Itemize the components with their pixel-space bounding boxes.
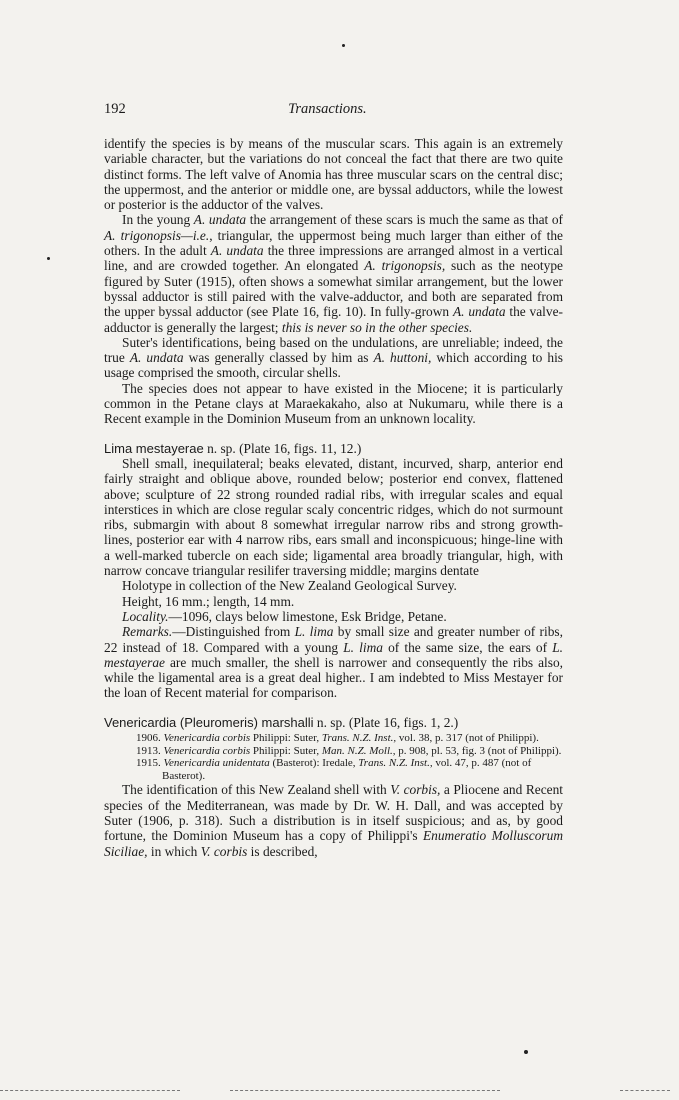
- page-edge-mark: [620, 1090, 670, 1092]
- lima-locality: Locality.—1096, clays below limestone, Esk Bridge, Petane.: [122, 608, 447, 624]
- lima-dimensions: Height, 16 mm.; length, 14 mm.: [122, 593, 295, 609]
- page-edge-mark: [0, 1090, 180, 1092]
- paragraph-distribution: The species does not appear to have existed in the Miocene; it is particularly common in the Petane clays at Maraekakaho, also at Nukumaru, while there is a Recent example in the Dominion Museum from an unknown locality.: [104, 380, 563, 427]
- page-header: [104, 102, 563, 122]
- synonymy-entry: 1913. Venericardia corbis Philippi: Suter, Man. N.Z. Moll., p. 908, pl. 53, fig. 3 (not of Philippi).: [136, 744, 562, 757]
- scan-speck: [342, 44, 345, 47]
- species-heading-lima: Lima mestayerae n. sp. (Plate 16, figs. 11, 12.): [104, 440, 362, 456]
- lima-mestayerae-section: [104, 441, 563, 701]
- synonymy-entry: 1906. Venericardia corbis Philippi: Suter, Trans. N.Z. Inst., vol. 38, p. 317 (not of Philippi).: [136, 731, 539, 744]
- scan-speck: [47, 257, 50, 260]
- lima-remarks: Remarks.—Distinguished from L. lima by small size and greater number of ribs, 22 instead of 18. Compared with a young L. lima of the same size, the ears of L. mestayerae are much smaller, the shell is narrower and consequently the ribs also, while the ligamental area is a great deal higher.. I am indebted to Miss Mestayer for the loan of Recent material for comparison.: [104, 624, 564, 701]
- lima-description: Shell small, inequilateral; beaks elevated, distant, incurved, sharp, anterior end fairly straight and oblique above, rounded below; posterior end convex, flattened above; sculpture of 22 strong rounded radial ribs, with irregular scales and equal interstices in which are close regular scaly concentric ridges, which do not surmount ribs, submargin with about 8 somewhat irregular narrow ribs and strong growth-lines, posterior ear with 4 narrow ribs, ears small and inconspicuous; hinge-line with a well-marked tubercle on each side; ligamental area broadly triangular, high, with narrow concave triangular resilifer traversing middle; margins dentate: [104, 455, 563, 579]
- scan-speck: [524, 1050, 528, 1054]
- page-number: 192: [104, 101, 126, 117]
- page-edge-mark: [230, 1090, 500, 1092]
- species-heading-venericardia: Venericardia (Pleuromeris) marshalli n. sp. (Plate 16, figs. 1, 2.): [104, 714, 459, 730]
- lima-holotype: Holotype in collection of the New Zealand Geological Survey.: [122, 578, 457, 594]
- running-title: Transactions.: [288, 101, 367, 117]
- synonymy-list: [104, 732, 563, 782]
- venericardia-discussion: The identification of this New Zealand shell with V. corbis, a Pliocene and Recent species of the Mediterranean, was made by Dr. W. H. Dall, and was accepted by Suter (1906, p. 318). Such a distribution is in itself suspicious; and as, by good fortune, the Dominion Museum has a copy of Philippi's Enumeratio Molluscorum Siciliae, in which V. corbis is described,: [104, 782, 563, 859]
- venericardia-section: [104, 715, 563, 859]
- paragraph-muscular-scars: identify the species is by means of the muscular scars. This again is an extremely variable character, but the variations do not conceal the fact that there are two quite distinct forms. The left valve of Anomia has three muscular scars on the central disc; the uppermost, and the anterior or middle one, are byssal adductors, while the lowest or posterior is the adductor of the valves.: [104, 136, 563, 213]
- paragraph-suter-identifications: Suter's identifications, being based on the undulations, are unreliable; indeed, the true A. undata was generally classed by him as A. huttoni, which according to his usage comprised the smooth, circular shells.: [104, 334, 564, 381]
- page-body: [104, 102, 563, 859]
- synonymy-entry: 1915. Venericardia unidentata (Basterot): Iredale, Trans. N.Z. Inst., vol. 47, p. 487 (not of Basterot).: [136, 757, 532, 782]
- paragraph-young-undata: In the young A. undata the arrangement of these scars is much the same as that of A. trigonopsis—i.e., triangular, the uppermost being much larger than either of the others. In the adult A. undata the three impressions are arranged almost in a vertical line, and are crowded together. An elongated A. trigonopsis, such as the neotype figured by Suter (1915), often shows a somewhat similar arrangement, but the lower byssal adductor is still paired with the valve-adductor, and both are separated from the upper byssal adductor (see Plate 16, fig. 10). In fully-grown A. undata the valve-adductor is generally the largest; this is never so in the other species.: [104, 212, 563, 335]
